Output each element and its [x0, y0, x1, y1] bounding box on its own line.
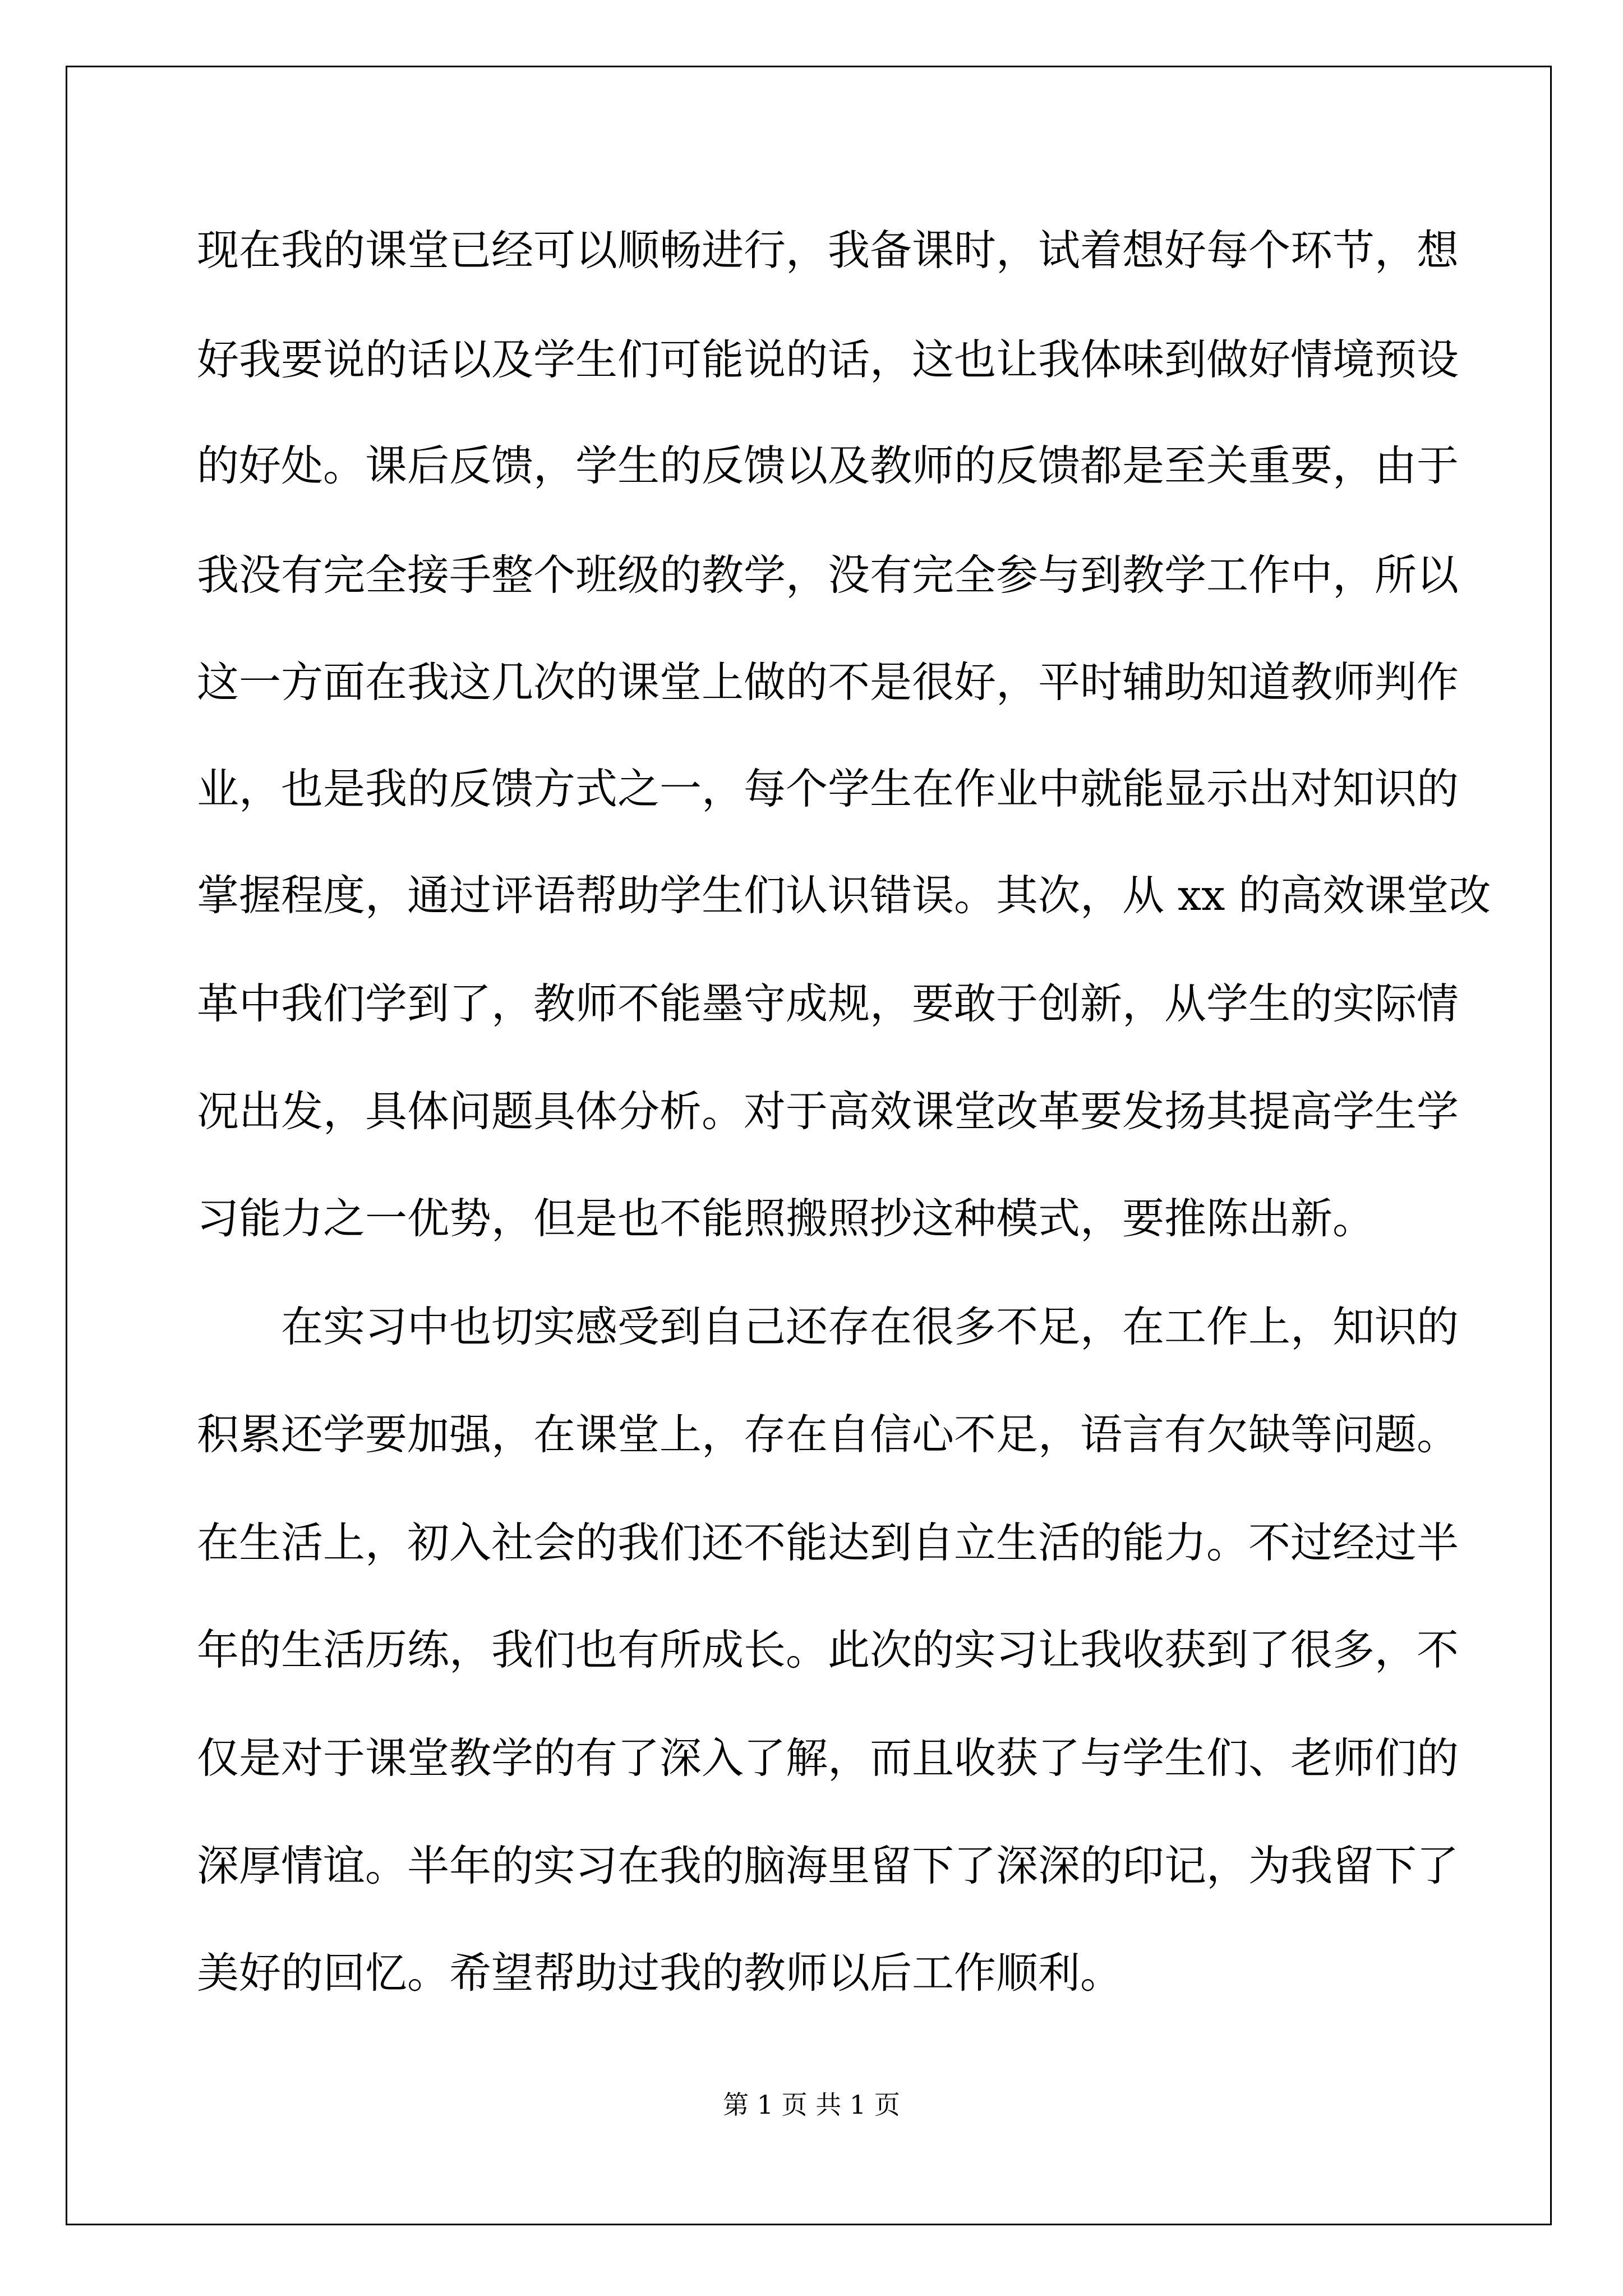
text-line: 我没有完全接手整个班级的教学，没有完全参与到教学工作中，所以	[197, 550, 1459, 600]
text-line: 在生活上，初入社会的我们还不能达到自立生活的能力。不过经过半	[197, 1518, 1459, 1567]
text-line: 现在我的课堂已经可以顺畅进行，我备课时，试着想好每个环节，想	[197, 226, 1459, 275]
text-line: 好我要说的话以及学生们可能说的话，这也让我体味到做好情境预设	[197, 335, 1459, 384]
page-number-footer: 第 1 页 共 1 页	[723, 2090, 900, 2120]
paragraph-start-line: 在实习中也切实感受到自己还存在很多不足，在工作上，知识的	[281, 1302, 1459, 1351]
text-line: 革中我们学到了，教师不能墨守成规，要敢于创新，从学生的实际情	[197, 979, 1459, 1028]
text-line: 习能力之一优势，但是也不能照搬照抄这种模式，要推陈出新。	[197, 1194, 1375, 1243]
text-line: 况出发，具体问题具体分析。对于高效课堂改革要发扬其提高学生学	[197, 1087, 1459, 1136]
text-line: 业，也是我的反馈方式之一，每个学生在作业中就能显示出对知识的	[197, 764, 1459, 813]
text-line: 积累还学要加强，在课堂上，存在自信心不足，语言有欠缺等问题。	[197, 1410, 1459, 1459]
text-line: 这一方面在我这几次的课堂上做的不是很好，平时辅助知道教师判作	[197, 657, 1459, 707]
text-line: 深厚情谊。半年的实习在我的脑海里留下了深深的印记，为我留下了	[197, 1841, 1459, 1890]
text-line: 美好的回忆。希望帮助过我的教师以后工作顺利。	[197, 1948, 1123, 1998]
text-line: 年的生活历练，我们也有所成长。此次的实习让我收获到了很多，不	[197, 1625, 1459, 1674]
text-line: 掌握程度，通过评语帮助学生们认识错误。其次，从 xx 的高效课堂改	[197, 871, 1491, 920]
text-line: 仅是对于课堂教学的有了深入了解，而且收获了与学生们、老师们的	[197, 1733, 1459, 1783]
text-line: 的好处。课后反馈，学生的反馈以及教师的反馈都是至关重要，由于	[197, 441, 1459, 490]
